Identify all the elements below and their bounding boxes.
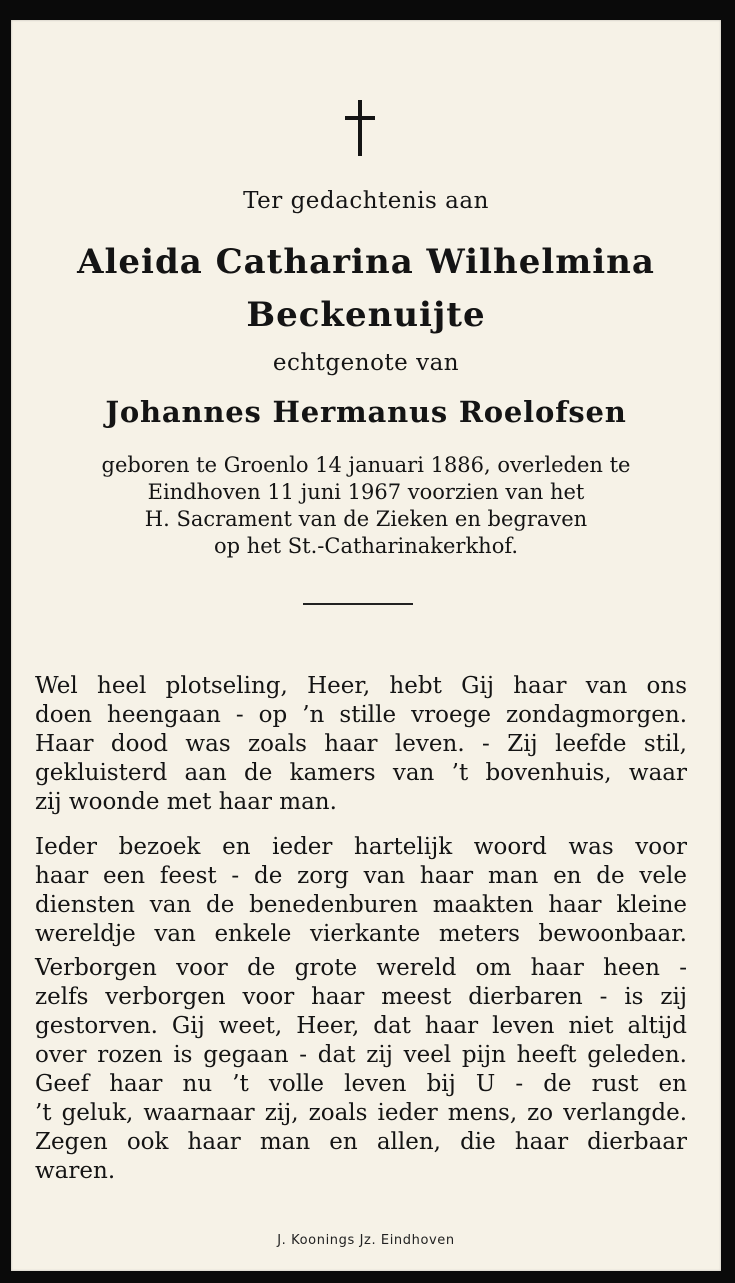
text-line: gestorven. Gij weet, Heer, dat haar leven niet altijd	[35, 1013, 687, 1039]
text-line: diensten van de benedenburen maakten haar kleine	[35, 892, 687, 918]
text-line: ’t geluk, waarnaar zij, zoals ieder mens, zo verlangde.	[35, 1100, 687, 1126]
intro-text: Ter gedachtenis aan	[243, 188, 489, 214]
paragraph-1	[35, 672, 687, 817]
text-line: wereldje van enkele vierkante meters bewoonbaar.	[35, 921, 687, 947]
deceased-name-last: Beckenuijte	[246, 295, 486, 335]
details-line: H. Sacrament van de Zieken en begraven	[144, 507, 588, 531]
text-line: Zegen ook haar man en allen, die haar dierbaar	[35, 1129, 687, 1155]
text-line: Haar dood was zoals haar leven. - Zij leefde stil,	[35, 731, 687, 757]
spouse-label: echtgenote van	[272, 350, 460, 376]
text-line: waren.	[35, 1158, 116, 1184]
paragraph-2	[35, 833, 687, 949]
divider	[303, 603, 413, 605]
text-line: doen heengaan - op ’n stille vroege zondagmorgen.	[35, 702, 687, 728]
text-line: Verborgen voor de grote wereld om haar heen -	[35, 955, 687, 981]
text-line: gekluisterd aan de kamers van ’t bovenhuis, waar	[35, 760, 687, 786]
paragraph-3	[35, 954, 687, 1186]
printer-credit: J. Koonings Jz. Eindhoven	[277, 1233, 455, 1248]
spouse-name: Johannes Hermanus Roelofsen	[105, 395, 627, 429]
cross-icon	[342, 100, 378, 156]
text-line: Geef haar nu ’t volle leven bij U - de rust en	[35, 1071, 687, 1097]
life-details	[33, 452, 699, 560]
text-line: zij woonde met haar man.	[35, 789, 337, 815]
memorial-card	[11, 20, 721, 1271]
text-line: zelfs verborgen voor haar meest dierbaren - is zij	[35, 984, 687, 1010]
details-line: geboren te Groenlo 14 januari 1886, overleden te	[101, 453, 631, 477]
deceased-name-first: Aleida Catharina Wilhelmina	[77, 242, 655, 282]
text-line: Wel heel plotseling, Heer, hebt Gij haar van ons	[35, 673, 687, 699]
text-line: over rozen is gegaan - dat zij veel pijn heeft geleden.	[35, 1042, 687, 1068]
text-line: haar een feest - de zorg van haar man en de vele	[35, 863, 687, 889]
details-line: Eindhoven 11 juni 1967 voorzien van het	[147, 480, 585, 504]
details-line: op het St.-Catharinakerkhof.	[213, 534, 519, 558]
text-line: Ieder bezoek en ieder hartelijk woord was voor	[35, 834, 687, 860]
